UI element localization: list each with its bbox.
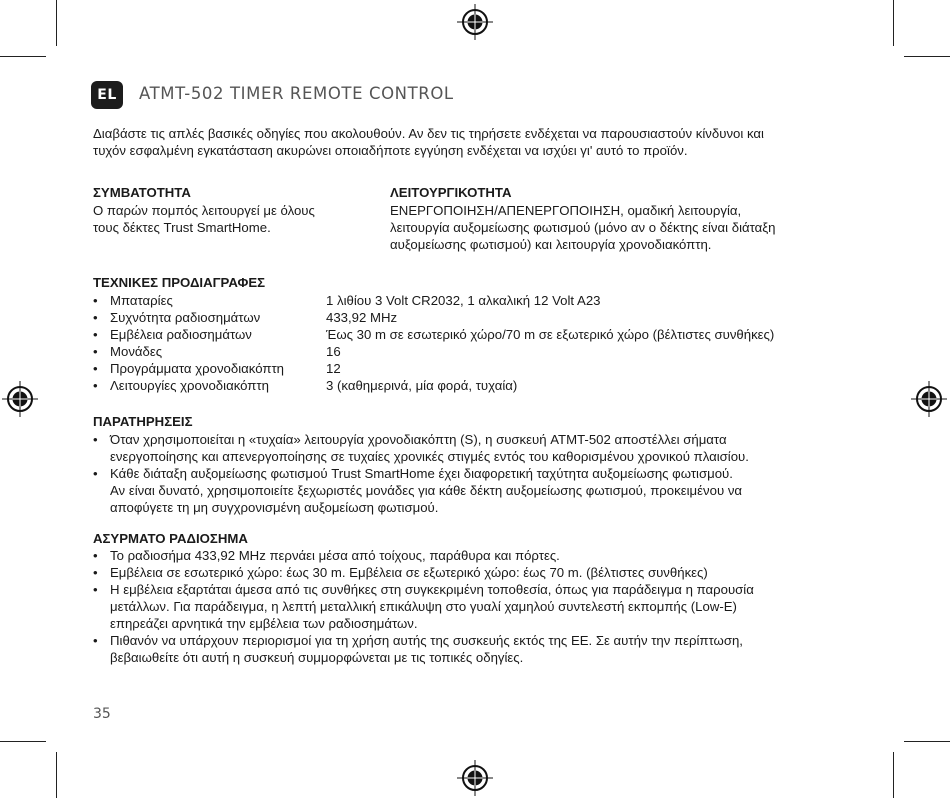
section-text-line: Ο παρών πομπός λειτουργεί με όλους [93, 203, 315, 218]
spec-value: Έως 30 m σε εσωτερικό χώρο/70 m σε εξωτερικό χώρο (βέλτιστες συνθήκες) [326, 327, 775, 342]
bullet-icon: • [93, 378, 98, 393]
section-text-line: αυξομείωσης φωτισμού) και λειτουργία χρονοδιακόπτη. [390, 237, 712, 252]
spec-label: Λειτουργίες χρονοδιακόπτη [110, 378, 269, 393]
list-item-line: Η εμβέλεια εξαρτάται άμεσα από τις συνθήκες στη συγκεκριμένη τοποθεσία, όπως για παράδειγμα η παρουσία [110, 582, 754, 597]
list-item-line: Κάθε διάταξη αυξομείωσης φωτισμού Trust SmartHome έχει διαφορετική ταχύτητα αυξομείωσης φωτισμού. [110, 466, 733, 481]
spec-row [93, 292, 601, 309]
spec-value: 3 (καθημερινά, μία φορά, τυχαία) [326, 378, 518, 393]
list-item-line: Όταν χρησιμοποιείται η «τυχαία» λειτουργία χρονοδιακόπτη (S), η συσκευή ATMT-502 αποστέλλει σήματα [110, 432, 727, 447]
list-item-line: Εμβέλεια σε εσωτερικό χώρο: έως 30 m. Εμβέλεια σε εξωτερικό χώρο: έως 70 m. (βέλτιστες συνθήκες) [110, 565, 708, 580]
bullet-icon: • [93, 548, 98, 563]
crop-mark-icon [56, 0, 57, 46]
section-text-line: λειτουργία αυξομείωσης φωτισμού (μόνο αν ο δέκτης είναι διάταξη [390, 220, 776, 235]
list-item [93, 431, 749, 465]
spec-row [93, 326, 775, 343]
list-item-line: βεβαιωθείτε ότι αυτή η συσκευή συμμορφώνεται με τις τοπικές οδηγίες. [110, 650, 524, 665]
spec-row [93, 343, 341, 360]
spec-value: 16 [326, 344, 341, 359]
spec-row [93, 309, 398, 326]
spec-value: 12 [326, 361, 341, 376]
bullet-icon: • [93, 466, 98, 481]
list-item [93, 547, 754, 564]
list-item-line: Πιθανόν να υπάρχουν περιορισμοί για τη χρήση αυτής της συσκευής εκτός της ΕΕ. Σε αυτήν την περίπτωση, [110, 633, 743, 648]
document-title: ATMT-502 TIMER REMOTE CONTROL [139, 84, 454, 103]
registration-mark-icon [909, 379, 949, 419]
list-item [93, 465, 749, 516]
page-number: 35 [93, 706, 111, 722]
bullet-icon: • [93, 633, 98, 648]
intro-line: Διαβάστε τις απλές βασικές οδηγίες που ακολουθούν. Αν δεν τις τηρήσετε ενδέχεται να παρουσιαστούν κίνδυνοι και [93, 126, 764, 141]
list-item [93, 581, 754, 632]
crop-mark-icon [0, 56, 46, 57]
bullet-icon: • [93, 565, 98, 580]
section-heading: ΤΕΧΝΙΚΕΣ ΠΡΟΔΙΑΓΡΑΦΕΣ [93, 275, 266, 290]
spec-label: Εμβέλεια ραδιοσημάτων [110, 327, 252, 342]
section-heading: ΣΥΜΒΑΤΟΤΗΤΑ [93, 185, 191, 200]
spec-label: Μπαταρίες [110, 293, 173, 308]
list-item-line: επηρεάζει αρνητικά την εμβέλεια των ραδιοσημάτων. [110, 616, 418, 631]
crop-mark-icon [893, 0, 894, 46]
registration-mark-icon [455, 2, 495, 42]
crop-mark-icon [893, 752, 894, 798]
section-text-line: τους δέκτες Trust SmartHome. [93, 220, 271, 235]
section-heading: ΠΑΡΑΤΗΡΗΣΕΙΣ [93, 414, 193, 429]
bullet-icon: • [93, 361, 98, 376]
bullet-icon: • [93, 432, 98, 447]
crop-mark-icon [0, 741, 46, 742]
spec-value: 1 λιθίου 3 Volt CR2032, 1 αλκαλική 12 Volt A23 [326, 293, 601, 308]
bullet-icon: • [93, 310, 98, 325]
spec-label: Συχνότητα ραδιοσημάτων [110, 310, 261, 325]
list-item-line: Το ραδιοσήμα 433,92 MHz περνάει μέσα από τοίχους, παράθυρα και πόρτες. [110, 548, 560, 563]
spec-label: Προγράμματα χρονοδιακόπτη [110, 361, 285, 376]
registration-mark-icon [0, 379, 40, 419]
intro-line: τυχόν εσφαλμένη εγκατάσταση ακυρώνει οποιαδήποτε εγγύηση ενδέχεται να ισχύει γι' αυτό το προϊόν. [93, 143, 688, 158]
bullet-icon: • [93, 582, 98, 597]
section-heading: ΛΕΙΤΟΥΡΓΙΚΟΤΗΤΑ [390, 185, 512, 200]
crop-mark-icon [56, 752, 57, 798]
list-item-line: μετάλλων. Για παράδειγμα, η λεπτή μεταλλική επικάλυψη στο γυαλί χαμηλού συντελεστή εκπομπής (Low-E) [110, 599, 737, 614]
spec-row [93, 377, 518, 394]
language-badge: EL [91, 81, 123, 109]
notes-list [93, 431, 749, 516]
bullet-icon: • [93, 293, 98, 308]
crop-mark-icon [904, 56, 950, 57]
section-text-line: ΕΝΕΡΓΟΠΟΙΗΣΗ/ΑΠΕΝΕΡΓΟΠΟΙΗΣΗ, ομαδική λειτουργία, [390, 203, 742, 218]
list-item-line: ενεργοποίησης και απενεργοποίησης σε τυχαίες χρονικές στιγμές εντός του καθορισμένου χρονικού πλαισίου. [110, 449, 749, 464]
list-item-line: Αν είναι δυνατό, χρησιμοποιείτε ξεχωριστές μονάδες για κάθε δέκτη αυξομείωσης φωτισμού, προκειμένου να [110, 483, 743, 498]
list-item-line: αποφύγετε τη μη συγχρονισμένη αυξομείωση φωτισμού. [110, 500, 439, 515]
list-item [93, 564, 754, 581]
list-item [93, 632, 754, 666]
spec-row [93, 360, 341, 377]
spec-label: Μονάδες [110, 344, 163, 359]
bullet-icon: • [93, 344, 98, 359]
radio-list [93, 547, 754, 666]
spec-value: 433,92 MHz [326, 310, 398, 325]
registration-mark-icon [455, 758, 495, 798]
crop-mark-icon [904, 741, 950, 742]
section-heading: ΑΣΥΡΜΑΤΟ ΡΑΔΙΟΣΗΜΑ [93, 531, 248, 546]
bullet-icon: • [93, 327, 98, 342]
